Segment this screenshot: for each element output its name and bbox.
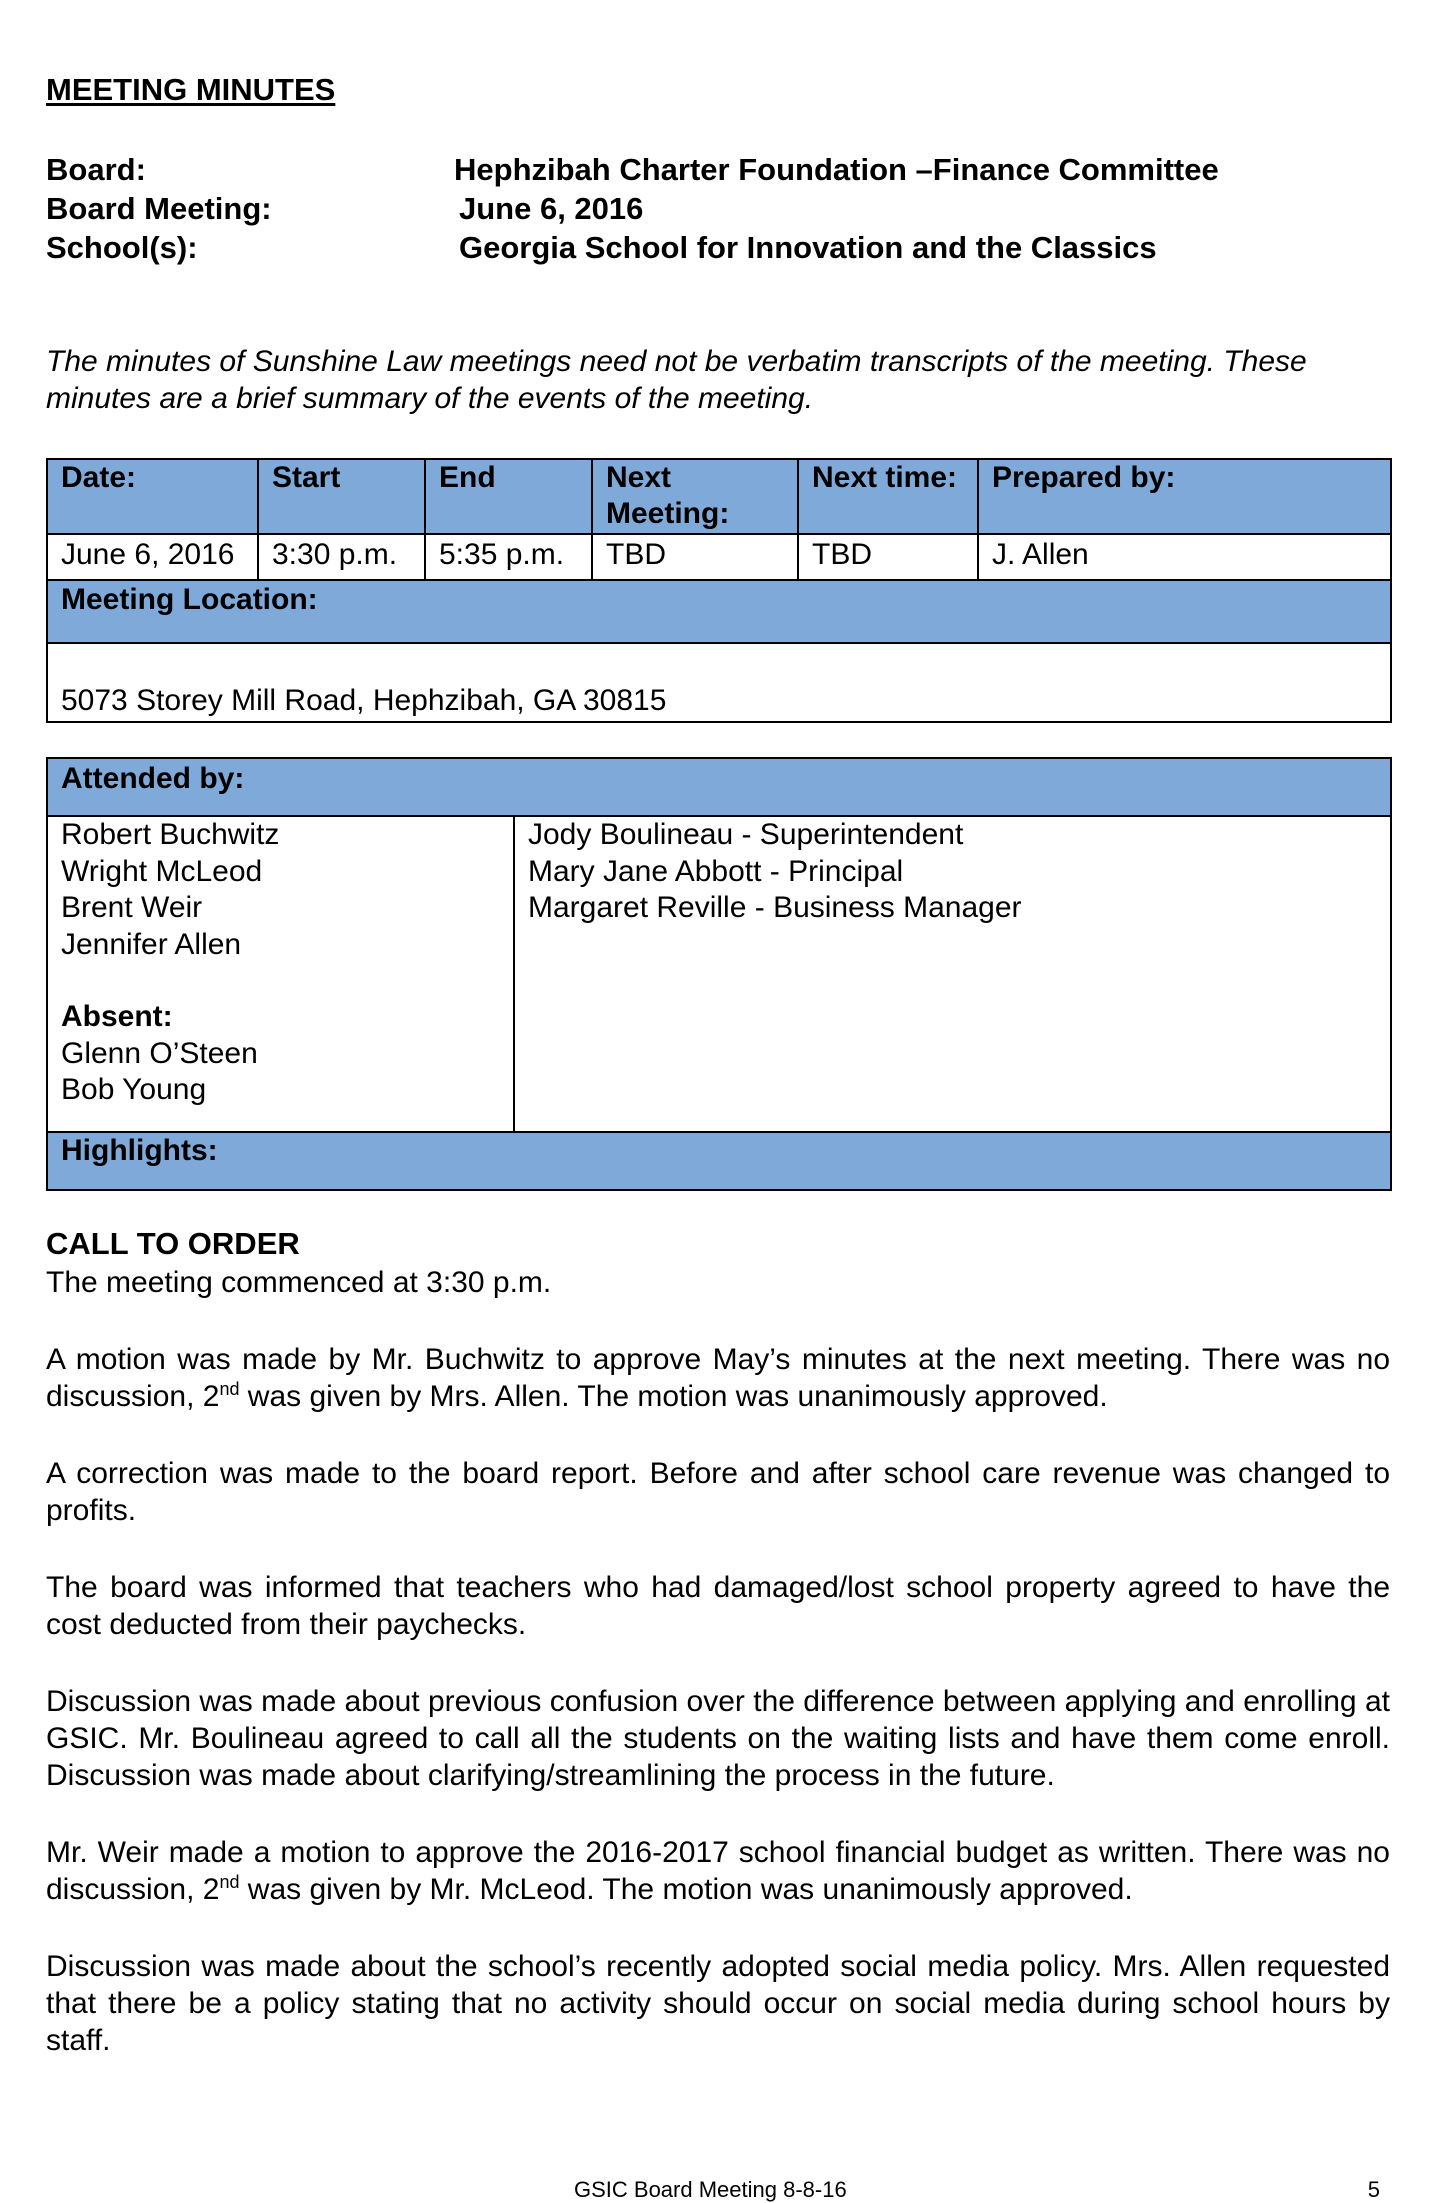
meeting-date-value: June 6, 2016 <box>47 534 258 580</box>
paragraph-text: was given by Mrs. Allen. The motion was unanimously approved. <box>239 1380 1108 1413</box>
paragraph-enrollment-discussion: Discussion was made about previous confusion over the difference between applying and enrolling at GSIC. Mr. Boulineau agreed to call all the students on the waiting lists and have them come enroll. Discussion was made about clarifying/streamlining the process in the future. <box>46 1685 1390 1792</box>
member-name: Robert Buchwitz <box>61 818 280 851</box>
header-board-value: Hephzibah Charter Foundation –Finance Committee <box>454 152 1219 187</box>
ordinal-suffix: nd <box>219 1872 240 1892</box>
members-cell <box>47 816 514 1132</box>
meeting-info-table <box>46 458 1392 723</box>
paragraph-social-media-policy: Discussion was made about the school’s recently adopted social media policy. Mrs. Allen requested that there be a policy stating that no activity should occur on social media during school hours by staff. <box>46 1950 1390 2057</box>
meeting-end-value: 5:35 p.m. <box>425 534 592 580</box>
staff-name: Margaret Reville - Business Manager <box>528 891 1022 924</box>
highlights-label: Highlights: <box>47 1132 1391 1190</box>
header-school-value: Georgia School for Innovation and the Classics <box>459 230 1157 265</box>
header-meeting-label: Board Meeting: <box>46 191 272 226</box>
absent-name: Glenn O’Steen <box>61 1036 258 1070</box>
paragraph-may-minutes-motion <box>46 1341 1390 1415</box>
col-header-date: Date: <box>47 459 258 534</box>
header-board-label: Board: <box>46 152 146 187</box>
absent-label: Absent: <box>61 1000 173 1033</box>
ordinal-suffix: nd <box>219 1379 240 1399</box>
paragraph-budget-motion <box>46 1834 1390 1908</box>
col-header-end: End <box>425 459 592 534</box>
meeting-location-label: Meeting Location: <box>47 580 1391 643</box>
header-school-label: School(s): <box>46 230 198 265</box>
staff-name: Jody Boulineau - Superintendent <box>528 818 964 851</box>
intro-note: The minutes of Sunshine Law meetings need not be verbatim transcripts of the meeting. These minutes are a brief summary of the events of the meeting. <box>46 345 1307 415</box>
meeting-start-value: 3:30 p.m. <box>258 534 425 580</box>
col-header-next-time: Next time: <box>798 459 978 534</box>
prepared-by-value: J. Allen <box>978 534 1391 580</box>
col-header-prepared-by: Prepared by: <box>978 459 1391 534</box>
next-meeting-value: TBD <box>592 534 798 580</box>
col-header-start: Start <box>258 459 425 534</box>
document-title: MEETING MINUTES <box>46 72 336 107</box>
staff-cell <box>514 816 1391 1132</box>
next-time-value: TBD <box>798 534 978 580</box>
staff-name: Mary Jane Abbott - Principal <box>528 854 904 888</box>
section-call-to-order: CALL TO ORDER <box>46 1226 300 1261</box>
paragraph-board-report-correction: A correction was made to the board report. Before and after school care revenue was changed to profits. <box>46 1457 1390 1527</box>
paragraph-text: Mr. Weir made a motion to approve the 2016-2017 school financial budget as written. There was no discussion, 2 <box>46 1836 1390 1906</box>
meeting-location-value: 5073 Storey Mill Road, Hephzibah, GA 30815 <box>47 643 1391 722</box>
footer-title: GSIC Board Meeting 8-8-16 <box>574 2177 847 2202</box>
paragraph-text: A motion was made by Mr. Buchwitz to approve May’s minutes at the next meeting. There was no discussion, 2 <box>46 1343 1390 1413</box>
member-name: Jennifer Allen <box>61 927 242 961</box>
member-name: Brent Weir <box>61 891 203 924</box>
header-meeting-value: June 6, 2016 <box>459 191 644 226</box>
paragraph-text: was given by Mr. McLeod. The motion was unanimously approved. <box>239 1873 1133 1906</box>
page-number: 5 <box>1367 2177 1380 2202</box>
col-header-next-meeting: Next Meeting: <box>592 459 798 534</box>
absent-name: Bob Young <box>61 1073 207 1106</box>
attendance-table <box>46 757 1392 1191</box>
paragraph-teacher-property: The board was informed that teachers who had damaged/lost school property agreed to have the cost deducted from their paychecks. <box>46 1571 1390 1641</box>
member-name: Wright McLeod <box>61 854 263 888</box>
attended-by-label: Attended by: <box>47 758 1391 816</box>
paragraph-commenced: The meeting commenced at 3:30 p.m. <box>46 1266 552 1299</box>
